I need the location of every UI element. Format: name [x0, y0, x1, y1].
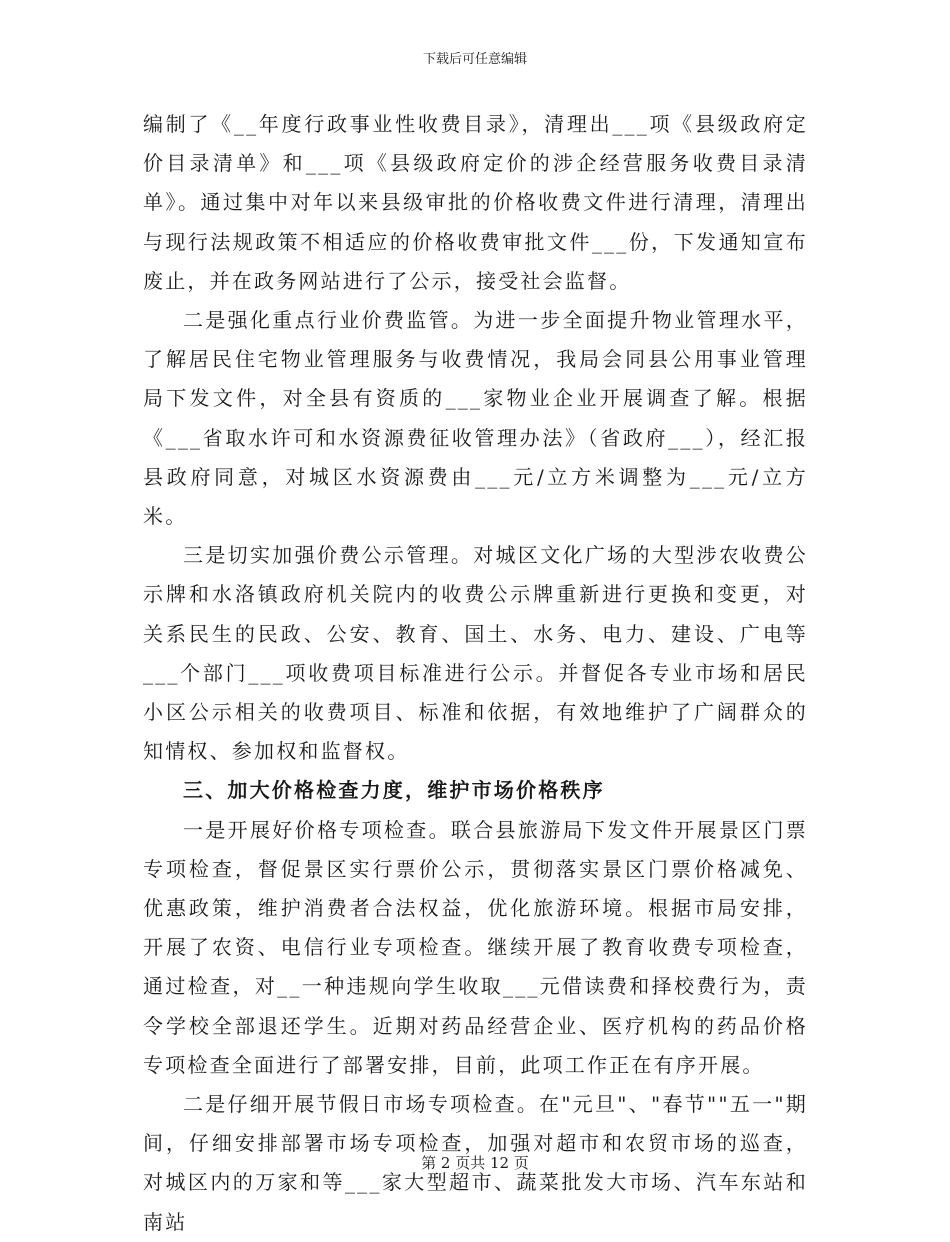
paragraph-price-inspection: 一是开展好价格专项检查。联合县旅游局下发文件开展景区门票专项检查，督促景区实行票价公示，贯彻落实景区门票价格减免、优惠政策，维护消费者合法权益，优化旅游环境。根据市局安排，开展了农资、电信行业专项检查。继续开展了教育收费专项检查，通过检查，对__一种违规向学生收取___元借读费和择校费行为，责令学校全部退还学生。近期对药品经营企业、医疗机构的药品价格专项检查全面进行了部署安排，目前，此项工作正在有序开展。 — [143, 817, 808, 1077]
section-heading: 三、加大价格检查力度，维护市场价格秩序 — [183, 778, 605, 803]
paragraph-fee-publicity: 三是切实加强价费公示管理。对城区文化广场的大型涉农收费公示牌和水洛镇政府机关院内的收费公示牌重新进行更换和变更，对关系民生的民政、公安、教育、国土、水务、电力、建设、广电等___个部门___项收费项目标准进行公示。并督促各专业市场和居民小区公示相关的收费项目、标准和依据，有效地维护了广阔群众的知情权、参加权和监督权。 — [143, 543, 808, 764]
paragraph-holiday-inspection: 二是仔细开展节假日市场专项检查。在"元旦"、"春节""五一"期间，仔细安排部署市场专项检查，加强对超市和农贸市场的巡查，对城区内的万家和等___家大型超市、蔬菜批发大市场、汽车东站和南站 — [143, 1092, 808, 1234]
document-body — [143, 105, 808, 1242]
page-header: 下载后可任意编辑 — [422, 52, 527, 67]
page-footer: 第 2 页共 12 页 — [421, 1154, 529, 1172]
paragraph-continuation: 编制了《__年度行政事业性收费目录》，清理出___项《县级政府定价目录清单》和___项《县级政府定价的涉企经营服务收费目录清单》。通过集中对年以来县级审批的价格收费文件进行清理，清理出与现行法规政策不相适应的价格收费审批文件___份，下发通知宣布废止，并在政务网站进行了公示，接受社会监督。 — [143, 112, 808, 293]
paragraph-fee-supervision: 二是强化重点行业价费监管。为进一步全面提升物业管理水平，了解居民住宅物业管理服务与收费情况，我局会同县公用事业管理局下发文件，对全县有资质的___家物业企业开展调查了解。根据《___省取水许可和水资源费征收管理办法》（省政府___），经汇报县政府同意，对城区水资源费由___元/立方米调整为___元/立方米。 — [143, 308, 808, 529]
